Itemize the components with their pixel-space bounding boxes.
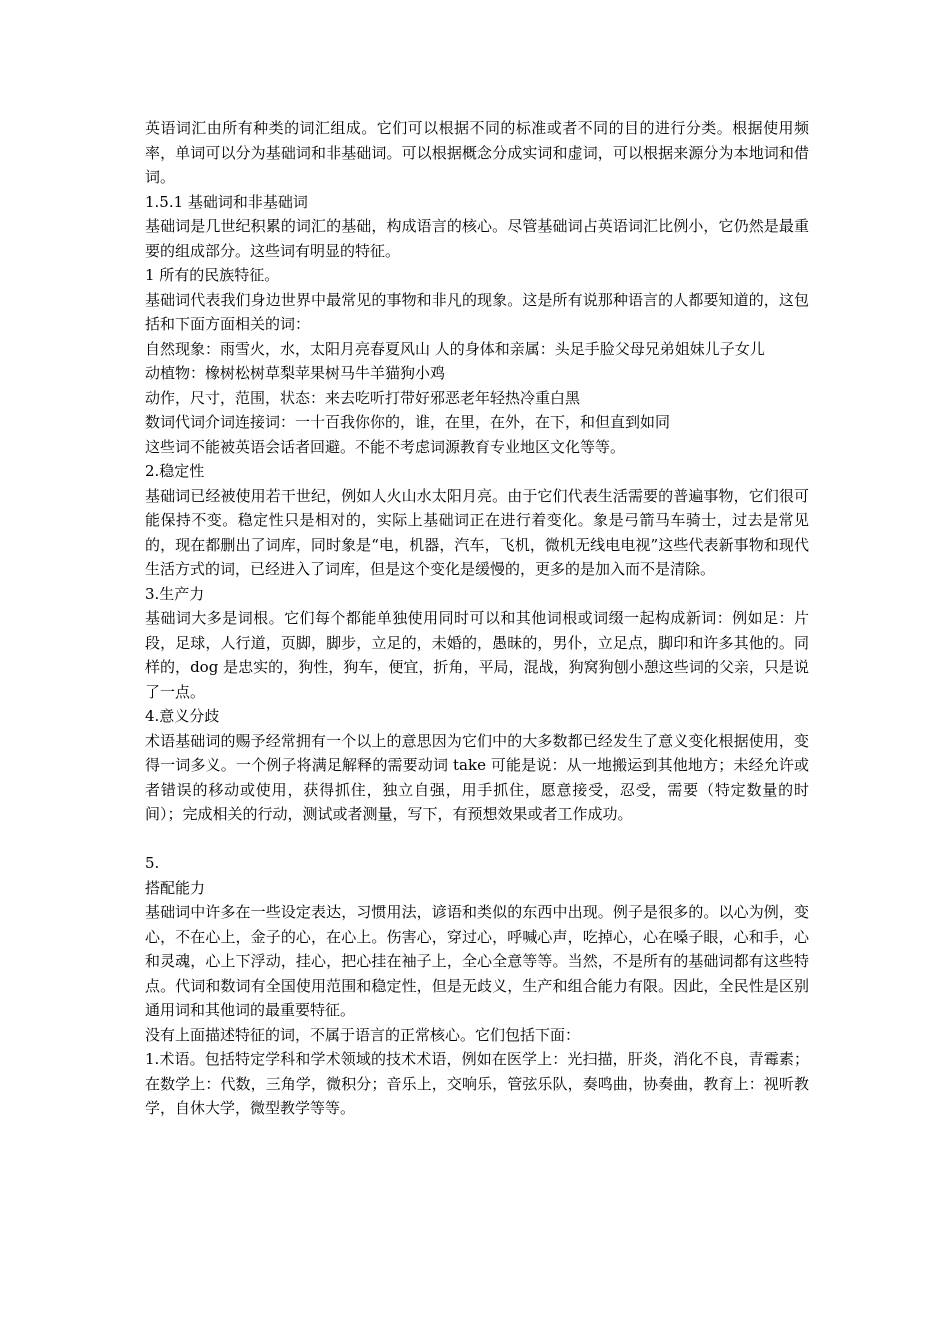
body-paragraph: 这些词不能被英语会话者回避。不能不考虑词源教育专业地区文化等等。 xyxy=(145,437,626,456)
document-body xyxy=(145,116,809,1121)
subheading-2: 2.稳定性 xyxy=(145,462,205,480)
list-line: 动植物：橡树松树草梨苹果树马牛羊猫狗小鸡 xyxy=(145,364,446,382)
body-paragraph: 基础词代表我们身边世界中最常见的事物和非凡的现象。这是所有说那种语言的人都要知道的，这包括和下面方面相关的词： xyxy=(145,290,809,333)
intro-paragraph: 英语词汇由所有种类的词汇组成。它们可以根据不同的标准或者不同的目的进行分类。根据使用频率，单词可以分为基础词和非基础词。可以根据概念分成实词和虚词，可以根据来源分为本地词和借词。 xyxy=(145,119,809,186)
body-paragraph: 术语基础词的赐予经常拥有一个以上的意思因为它们中的大多数都已经发生了意义变化根据使用，变得一词多义。一个例子将满足解释的需要动词 take 可能是说：从一地搬运到其他地方；未经允许或者错误的移动或使用，获得抓住，独立自强，用手抓住，愿意接受，忍受，需要（特定数量的时间）；完成相关的行动，测试或者测量，写下，有预想效果或者工作成功。 xyxy=(145,731,809,823)
list-line: 数词代词介词连接词：一十百我你你的，谁，在里，在外，在下，和但直到如同 xyxy=(145,413,671,431)
subheading-5-number: 5. xyxy=(145,854,160,872)
subheading-3: 3.生产力 xyxy=(145,584,205,603)
body-paragraph: 基础词中许多在一些设定表达，习惯用法，谚语和类似的东西中出现。例子是很多的。以心为例，变心，不在心上，金子的心，在心上。伤害心，穿过心，呼喊心声，吃掉心，心在嗓子眼，心和手，心和灵魂，心上下浮动，挂心，把心挂在袖子上，全心全意等等。当然，不是所有的基础词都有这些特点。代词和数词有全国使用范围和稳定性，但是无歧义，生产和组合能力有限。因此，全民性是区别通用词和其他词的最重要特征。 xyxy=(145,903,809,1019)
subheading-5-title: 搭配能力 xyxy=(145,878,206,897)
body-paragraph: 基础词是几世纪积累的词汇的基础，构成语言的核心。尽管基础词占英语词汇比例小，它仍然是最重要的组成部分。这些词有明显的特征。 xyxy=(145,217,809,260)
body-paragraph: 1.术语。包括特定学科和学术领域的技术术语，例如在医学上：光扫描，肝炎，消化不良，青霉素；在数学上：代数，三角学，微积分；音乐上，交响乐，管弦乐队，奏鸣曲，协奏曲，教育上：视听教学，自休大学，微型教学等等。 xyxy=(145,1050,809,1117)
blank-line xyxy=(145,827,809,852)
body-paragraph: 没有上面描述特征的词，不属于语言的正常核心。它们包括下面： xyxy=(145,1025,581,1044)
list-line: 动作，尺寸，范围，状态：来去吃听打带好邪恶老年轻热冷重白黑 xyxy=(145,388,581,407)
body-paragraph: 基础词已经被使用若干世纪，例如人火山水太阳月亮。由于它们代表生活需要的普遍事物，它们很可能保持不变。稳定性只是相对的，实际上基础词正在进行着变化。象是弓箭马车骑士，过去是常见的，现在都删出了词库，同时象是“电，机器，汽车，飞机，微机无线电电视”这些代表新事物和现代生活方式的词，已经进入了词库，但是这个变化是缓慢的，更多的是加入而不是清除。 xyxy=(145,486,809,578)
list-line: 自然现象：雨雪火，水，太阳月亮春夏风山 人的身体和亲属：头足手脸父母兄弟姐妹儿子女儿 xyxy=(145,339,765,358)
subheading-4: 4.意义分歧 xyxy=(145,707,220,725)
section-heading-1-5-1: 1.5.1 基础词和非基础词 xyxy=(145,192,308,211)
body-paragraph: 基础词大多是词根。它们每个都能单独使用同时可以和其他词根或词缀一起构成新词：例如足：片段，足球，人行道，页脚，脚步，立足的，未婚的，愚昧的，男仆，立足点，脚印和许多其他的。同样的，dog 是忠实的，狗性，狗车，便宜，折角，平局，混战，狗窝狗刨小憩这些词的父亲，只是说了一点。 xyxy=(145,609,809,701)
subheading-1: 1 所有的民族特征。 xyxy=(145,266,280,284)
